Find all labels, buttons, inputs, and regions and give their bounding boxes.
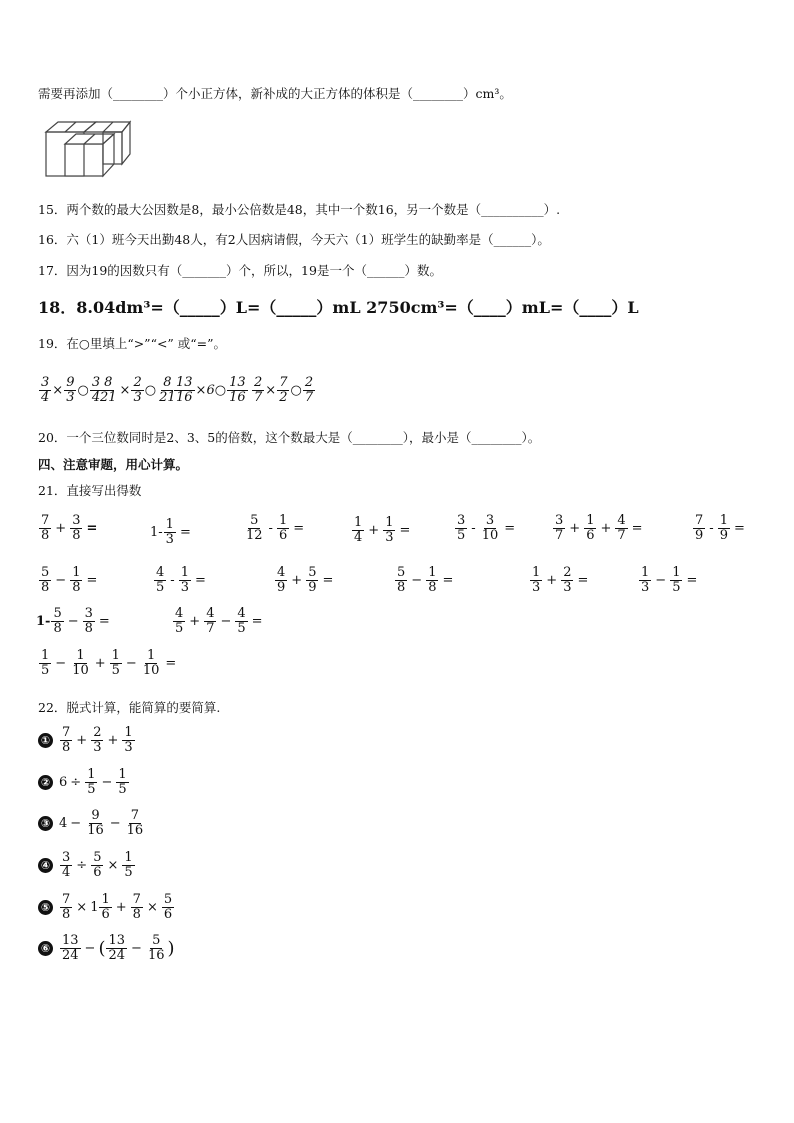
q22-expr-6: ⑥ $\frac{13}{24}$ − ( $\frac{13}{24}$ − $\frac{5}{16}$ ) bbox=[38, 934, 175, 962]
q19-item-2: $\frac{8}{21}$ × $\frac{2}{3}$ ○ $\frac{8}{21}$ bbox=[100, 375, 176, 405]
q21-expr-13: $\frac{1}{3}$ − $\frac{1}{5}$ = bbox=[641, 565, 698, 595]
q22-expr-4: ④ $\frac{3}{4}$ ÷ $\frac{5}{6}$ × $\frac{1}{5}$ bbox=[38, 851, 136, 879]
question-21: 21．直接写出得数 bbox=[38, 483, 142, 498]
q21-expr-10: $\frac{4}{9}$ + $\frac{5}{9}$ = bbox=[277, 565, 334, 595]
circle-number-6-icon: ⑥ bbox=[38, 941, 53, 956]
q21-expr-12: $\frac{1}{3}$ + $\frac{2}{3}$ = bbox=[532, 565, 589, 595]
q21-expr-8: $\frac{5}{8}$ − $\frac{1}{8}$ = bbox=[41, 565, 98, 595]
q21-expr-3: $\frac{5}{12}$ - $\frac{1}{6}$ = bbox=[246, 513, 305, 543]
question-18: 18．8.04dm³=（_____）L=（_____）mL 2750cm³=（____）mL=（____）L bbox=[38, 298, 639, 317]
q21-expr-6: $\frac{3}{7}$ + $\frac{1}{6}$ + $\frac{4}{7}$ = bbox=[555, 513, 643, 543]
q21-expr-5: $\frac{3}{5}$ - $\frac{3}{10}$ = bbox=[457, 513, 516, 543]
q22-expr-2: ② 6 ÷ $\frac{1}{5}$ − $\frac{1}{5}$ bbox=[38, 768, 130, 796]
question-20: 20．一个三位数同时是2、3、5的倍数，这个数最大是（________），最小是（________）。 bbox=[38, 430, 541, 445]
circle-number-1-icon: ① bbox=[38, 733, 53, 748]
q21-expr-11: $\frac{5}{8}$ − $\frac{1}{8}$ = bbox=[397, 565, 454, 595]
circle-number-2-icon: ② bbox=[38, 775, 53, 790]
question-19: 19．在○里填上“>”“<” 或“=”。 bbox=[38, 336, 227, 351]
q21-expr-1: $\frac{7}{8}$ + $\frac{3}{8}$ = bbox=[41, 513, 98, 543]
q21-expr-14: 1- $\frac{5}{8}$ − $\frac{3}{8}$ = bbox=[36, 606, 110, 636]
q21-expr-9: $\frac{4}{5}$ - $\frac{1}{3}$ = bbox=[156, 565, 206, 595]
section-4-heading: 四、注意审题，用心计算。 bbox=[38, 457, 189, 472]
q19-item-3: $\frac{13}{16}$ ×6 ○ $\frac{13}{16}$ bbox=[176, 375, 246, 405]
q22-expr-5: ⑤ $\frac{7}{8}$ × 1 $\frac{1}{6}$ + $\frac{7}{8}$ × $\frac{5}{6}$ bbox=[38, 893, 175, 921]
question-22: 22．脱式计算，能简算的要简算. bbox=[38, 700, 221, 715]
question-14-tail: 需要再添加（________）个小正方体，新补成的大正方体的体积是（________）cm³。 bbox=[38, 86, 512, 101]
circle-number-5-icon: ⑤ bbox=[38, 900, 53, 915]
cube-figure bbox=[40, 118, 135, 180]
q21-expr-4: $\frac{1}{4}$ + $\frac{1}{3}$ = bbox=[354, 515, 411, 545]
q22-expr-1: ① $\frac{7}{8}$ + $\frac{2}{3}$ + $\frac{1}{3}$ bbox=[38, 726, 136, 754]
question-16: 16．六（1）班今天出勤48人，有2人因病请假，今天六（1）班学生的缺勤率是（______）。 bbox=[38, 232, 550, 247]
q19-item-1: $\frac{3}{4}$ × $\frac{9}{3}$ ○ $\frac{3}{4}$ bbox=[41, 375, 101, 405]
question-15: 15．两个数的最大公因数是8，最小公倍数是48，其中一个数16，另一个数是（__________）. bbox=[38, 202, 561, 217]
q21-expr-2: 1- $\frac{1}{3}$ = bbox=[150, 517, 191, 547]
q21-expr-16: $\frac{1}{5}$ − $\frac{1}{10}$ + $\frac{1}{5}$ − $\frac{1}{10}$ = bbox=[41, 648, 177, 678]
q22-expr-3: ③ 4 − $\frac{9}{16}$ − $\frac{7}{16}$ bbox=[38, 809, 146, 837]
circle-number-3-icon: ③ bbox=[38, 816, 53, 831]
q21-expr-7: $\frac{7}{9}$ - $\frac{1}{9}$ = bbox=[695, 513, 745, 543]
circle-number-4-icon: ④ bbox=[38, 858, 53, 873]
q21-expr-15: $\frac{4}{5}$ + $\frac{4}{7}$ − $\frac{4}{5}$ = bbox=[175, 606, 263, 636]
q19-item-4: $\frac{2}{7}$ × $\frac{7}{2}$ ○ $\frac{2}{7}$ bbox=[254, 375, 314, 405]
question-17: 17．因为19的因数只有（_______）个，所以，19是一个（______）数。 bbox=[38, 263, 442, 278]
